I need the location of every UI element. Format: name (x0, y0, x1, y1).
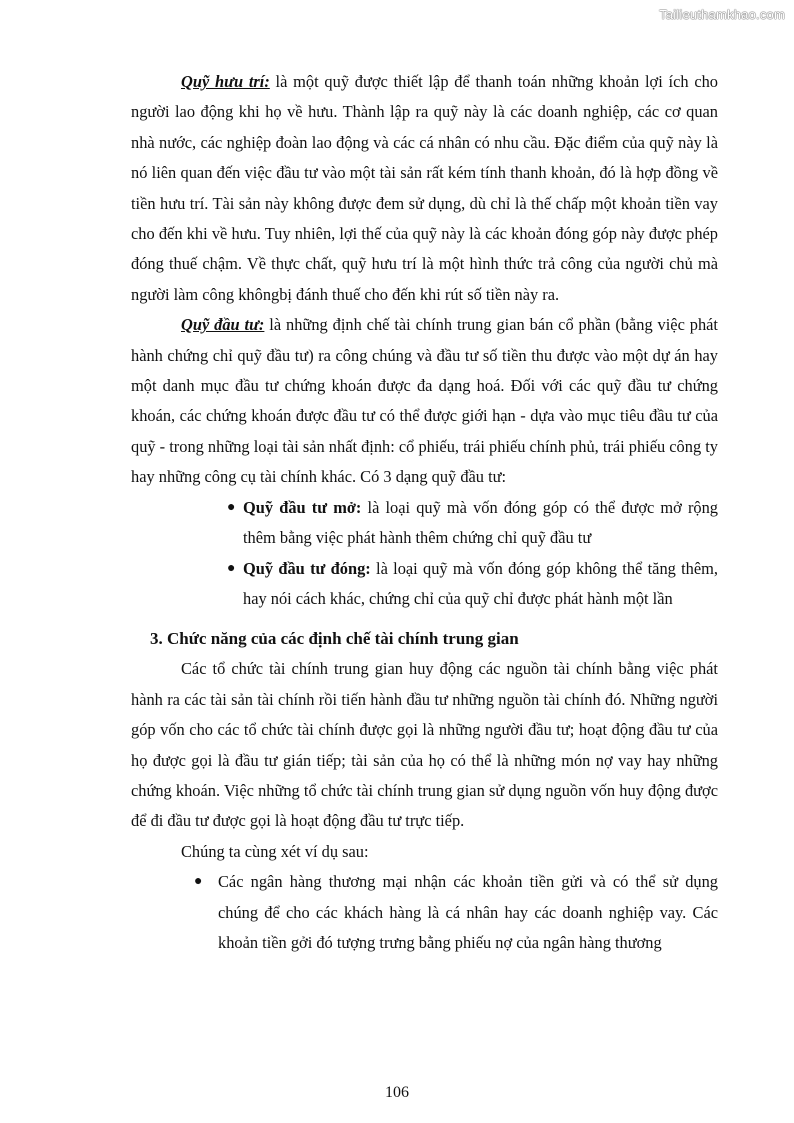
list-item-label: Quỹ đầu tư đóng: (243, 558, 371, 578)
term-investment-fund: Quỹ đầu tư: (181, 315, 265, 335)
list-item-commercial-banks (194, 867, 718, 958)
paragraph-investment-fund (131, 310, 718, 492)
bullet-icon: ● (227, 499, 236, 515)
watermark: Tailieuthamkhao.com (659, 7, 785, 22)
paragraph-example-intro: Chúng ta cùng xét ví dụ sau: (181, 841, 369, 861)
list-item-closed-fund (227, 554, 718, 615)
page-number: 106 (385, 1084, 409, 1101)
example-list (131, 867, 718, 958)
paragraph-text: là một quỹ được thiết lập để thanh toán những khoản lợi ích cho người lao động khi họ về hưu. Thành lập ra quỹ này là các doanh nghiệp, các cơ quan nhà nước, các nghiệp đoàn lao động và các cá nhân có nhu cầu. Đặc điểm của quỹ này là nó liên quan đến việc đầu tư vào một tài sản rất kém tính thanh khoản, đó là hợp đồng về tiền hưu trí. Tài sản này không được đem sử dụng, dù chỉ là thế chấp một khoản tiền vay cho đến khi về hưu. Tuy nhiên, lợi thế của quỹ này là các khoản đóng góp này được phép đóng thuế chậm. Về thực chất, quỹ hưu trí là một hình thức trả công của người chủ mà người làm công khôngbị đánh thuế cho đến khi rút số tiền này ra. (131, 72, 719, 304)
term-pension-fund: Quỹ hưu trí: (181, 72, 270, 91)
bullet-icon: ● (227, 560, 236, 576)
fund-type-list (131, 493, 718, 615)
bullet-icon: ● (194, 874, 203, 890)
paragraph-pension-fund (131, 67, 718, 310)
paragraph-section3: Các tổ chức tài chính trung gian huy động các nguồn tài chính bằng việc phát hành ra các tài sản tài chính rồi tiến hành đầu tư những nguồn tài chính đó. Những người góp vốn cho các tổ chức tài chính được gọi là những người đầu tư; hoạt động đầu tư của họ được gọi là đầu tư gián tiếp; tài sản của họ có thể là những món nợ vay hay những chứng khoán. Việc những tổ chức tài chính trung gian sử dụng nguồn vốn huy động được để đi đầu tư được gọi là hoạt động đầu tư trực tiếp. (131, 659, 718, 831)
list-item-label: Quỹ đầu tư mở: (243, 497, 362, 517)
list-item-text: là loại quỹ mà vốn đóng góp có thể được mở rộng thêm bằng việc phát hành thêm chứng chỉ quỹ đầu tư (243, 497, 718, 548)
list-item-text: là loại quỹ mà vốn đóng góp không thể tăng thêm, hay nói cách khác, chứng chỉ của quỹ chỉ được phát hành một lần (243, 558, 718, 608)
list-item-open-fund (227, 493, 718, 554)
paragraph-text: là những định chế tài chính trung gian bán cổ phần (bằng việc phát hành chứng chỉ quỹ đầu tư) ra công chúng và đầu tư số tiền thu được vào một dự án hay một danh mục đầu tư chứng khoán được đa dạng hoá. Đối với các quỹ đầu tư chứng khoán, các chứng khoán được đầu tư có thể được giới hạn - dựa vào mục tiêu đầu tư của quỹ - trong những loại tài sản nhất định: cổ phiếu, trái phiếu chính phủ, trái phiếu công ty hay những công cụ tài chính khác. Có 3 dạng quỹ đầu tư: (131, 315, 718, 487)
document-body (131, 67, 718, 958)
list-item-text: Các ngân hàng thương mại nhận các khoản tiền gửi và có thể sử dụng chúng để cho các khách hàng là cá nhân hay các doanh nghiệp vay. Các khoản tiền gởi đó tượng trưng bằng phiếu nợ của ngân hàng thương (218, 872, 718, 952)
section-heading: 3. Chức năng của các định chế tài chính trung gian (150, 629, 519, 649)
